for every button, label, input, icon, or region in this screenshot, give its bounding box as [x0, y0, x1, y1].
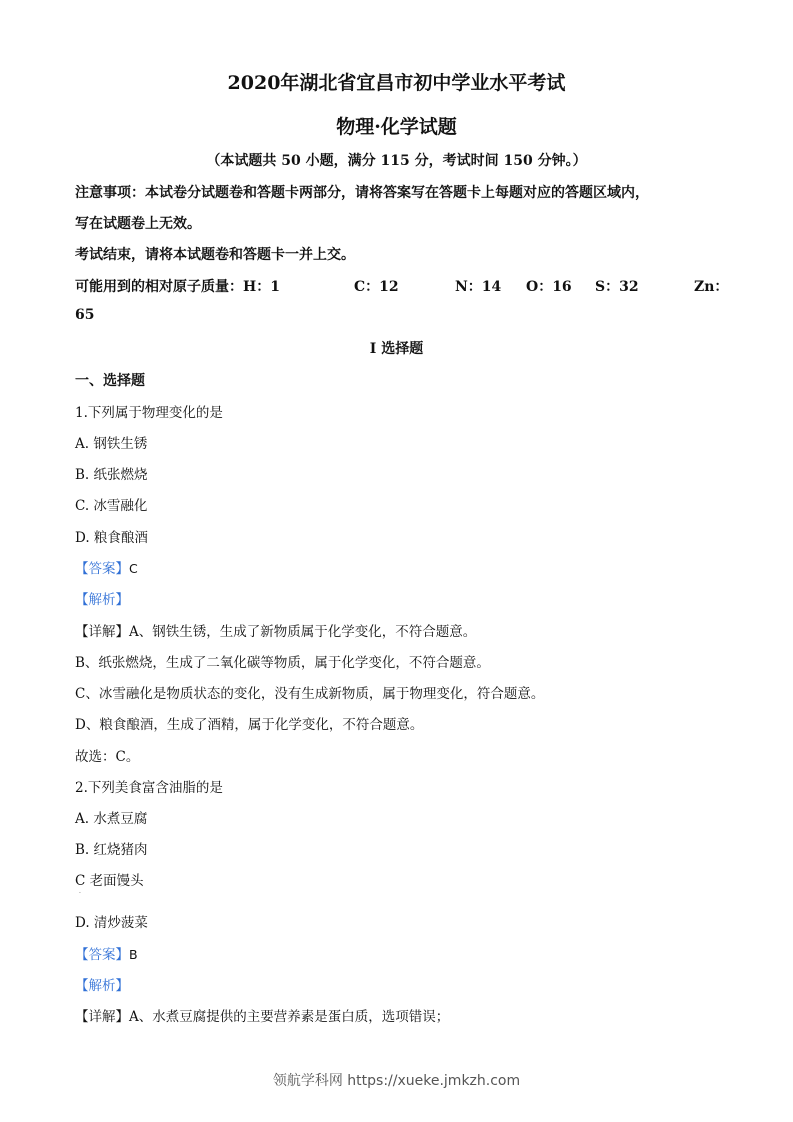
question-1-detail-4: D、粮食酿酒，生成了酒精，属于化学变化，不符合题意。	[75, 717, 424, 733]
section-heading: 一、选择题	[75, 373, 145, 389]
notice-line-3: 考试结束，请将本试题卷和答题卡一并上交。	[75, 247, 355, 263]
atomic-mass-zn-value: 65	[75, 307, 95, 323]
atomic-mass-c: C：12	[354, 279, 399, 295]
atomic-mass-o: O：16	[526, 279, 572, 295]
atomic-mass-zn: Zn：	[694, 279, 729, 295]
question-2-analysis-tag: 【解析】	[75, 978, 129, 994]
question-2-answer	[75, 943, 138, 963]
question-2-option-c: C 老面馒头	[75, 873, 144, 889]
question-2-detail-1: 【详解】A、水煮豆腐提供的主要营养素是蛋白质，选项错误；	[75, 1009, 450, 1025]
footer-source: 领航学科网 https://xueke.jmkzh.com	[272, 1073, 521, 1089]
question-2-option-b: B. 红烧猪肉	[75, 842, 148, 858]
answer-tag: 【答案】	[75, 561, 129, 577]
question-1-conclusion: 故选：C。	[75, 749, 140, 765]
atomic-mass-label: 可能用到的相对原子质量：H：1	[75, 279, 280, 295]
question-1-analysis-tag: 【解析】	[75, 592, 129, 608]
answer-tag: 【答案】	[75, 947, 129, 963]
exam-title: 2020年湖北省宜昌市初中学业水平考试	[227, 72, 566, 94]
question-1-detail-1: 【详解】A、钢铁生锈，生成了新物质属于化学变化，不符合题意。	[75, 624, 477, 640]
atomic-mass-s: S：32	[595, 279, 639, 295]
question-1-option-c: C. 冰雪融化	[75, 498, 148, 514]
question-1-option-d: D. 粮食酿酒	[75, 530, 148, 546]
question-1-answer	[75, 557, 138, 577]
part-title: I 选择题	[369, 341, 424, 357]
question-2-option-c-mark: .	[79, 888, 81, 895]
question-1-option-a: A. 钢铁生锈	[75, 436, 148, 452]
atomic-mass-n: N：14	[455, 279, 502, 295]
question-1-stem: 1.下列属于物理变化的是	[75, 405, 223, 421]
notice-line-2: 写在试题卷上无效。	[75, 216, 201, 232]
answer-value: C	[129, 561, 138, 576]
question-1-detail-2: B、纸张燃烧，生成了二氧化碳等物质，属于化学变化，不符合题意。	[75, 655, 490, 671]
question-1-detail-3: C、冰雪融化是物质状态的变化，没有生成新物质，属于物理变化，符合题意。	[75, 686, 545, 702]
question-1-option-b: B. 纸张燃烧	[75, 467, 148, 483]
question-2-stem: 2.下列美食富含油脂的是	[75, 780, 223, 796]
notice-line-1: 注意事项：本试卷分试题卷和答题卡两部分，请将答案写在答题卡上每题对应的答题区域内，	[75, 185, 649, 201]
exam-subtitle: 物理·化学试题	[336, 116, 457, 138]
exam-info: （本试题共 50 小题，满分 115 分，考试时间 150 分钟。）	[206, 153, 587, 169]
question-2-option-a: A. 水煮豆腐	[75, 811, 148, 827]
answer-value: B	[129, 947, 138, 962]
question-2-option-d: D. 清炒菠菜	[75, 915, 148, 931]
